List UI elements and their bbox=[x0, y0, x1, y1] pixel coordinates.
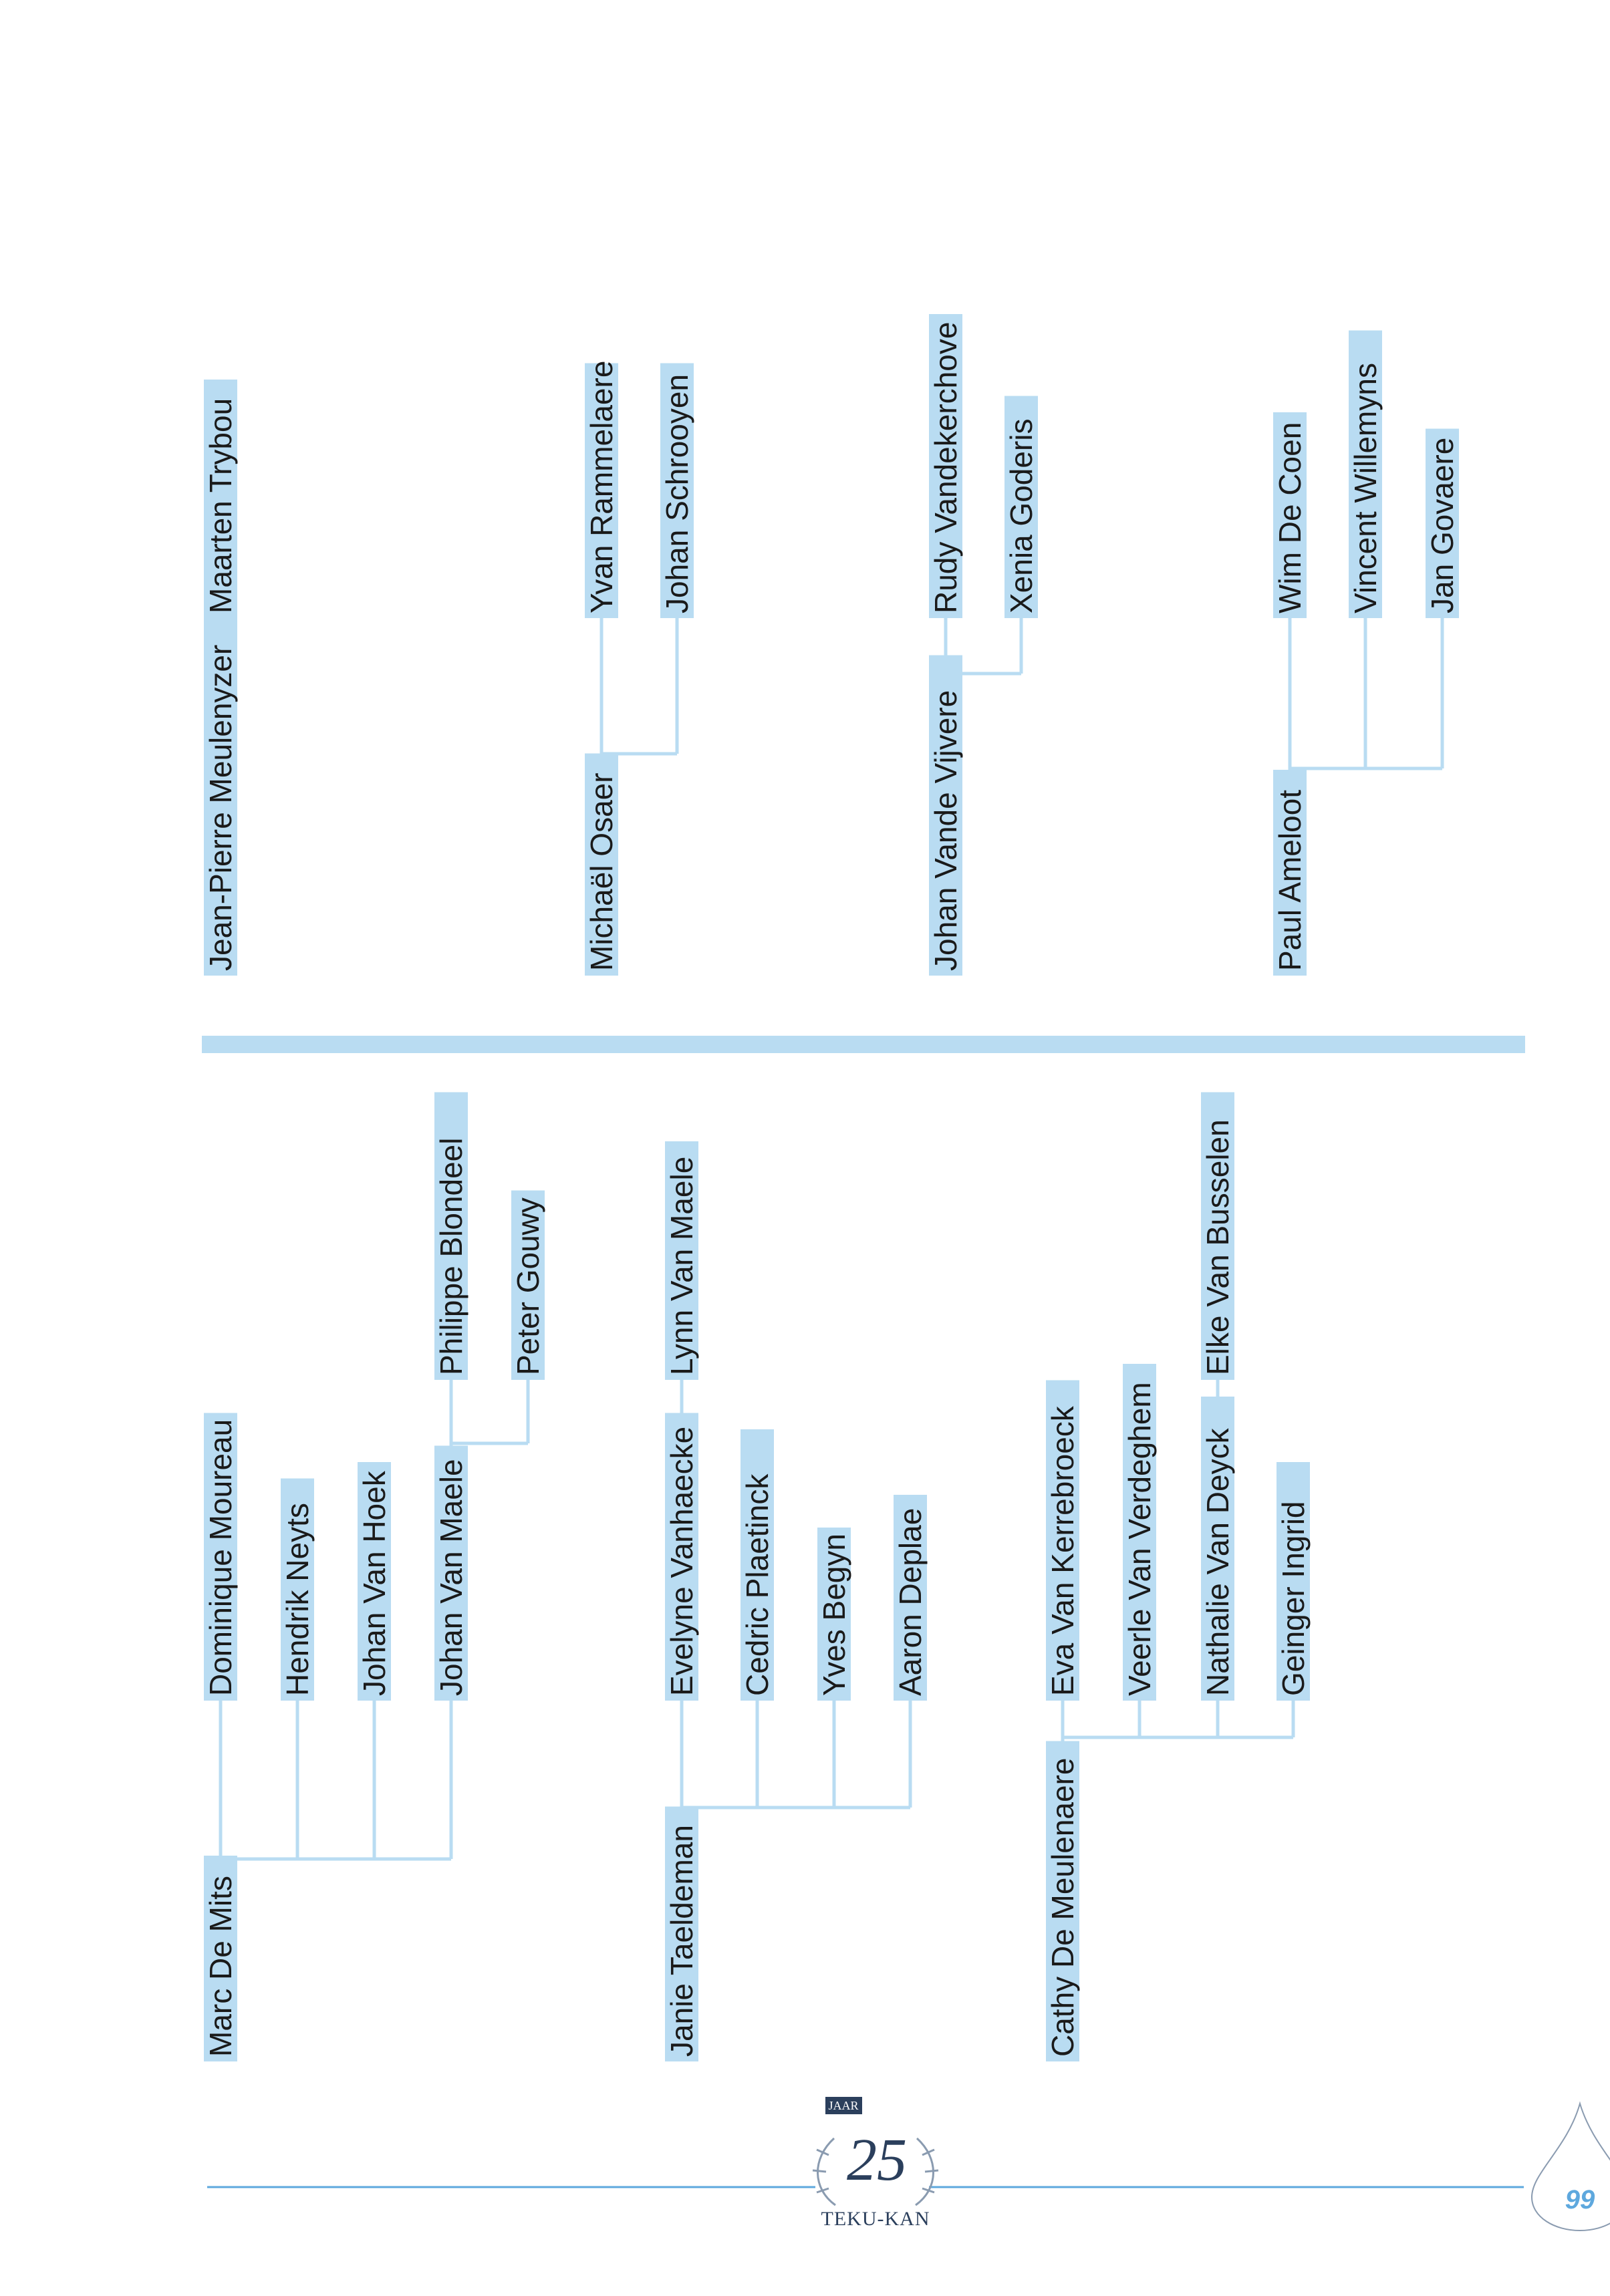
member-label-osaer-0 bbox=[584, 361, 619, 618]
sub-label-meulenaere-0 bbox=[1200, 1093, 1235, 1381]
member-label-meulenaere-2 bbox=[1200, 1397, 1235, 1701]
member-label-taeldeman-3 bbox=[893, 1495, 928, 1701]
root-label-ameloot-text: Paul Ameloot bbox=[1272, 789, 1307, 971]
member-label-ameloot-1-text: Vincent Willemyns bbox=[1348, 363, 1383, 613]
member-label-meulenyzer-0-text: Maarten Trybou bbox=[203, 398, 238, 613]
laurel-right-icon bbox=[916, 2138, 938, 2205]
member-label-vijvere-0-text: Rudy Vandekerchove bbox=[928, 321, 963, 613]
root-label-taeldeman bbox=[664, 1807, 699, 2062]
sub-label-mits-1-text: Peter Gouwy bbox=[511, 1197, 545, 1375]
member-label-meulenaere-2-text: Nathalie Van Deyck bbox=[1200, 1428, 1235, 1696]
member-label-mits-2-text: Johan Van Hoek bbox=[357, 1471, 392, 1696]
member-label-taeldeman-3-text: Aaron Deplae bbox=[893, 1508, 928, 1696]
member-label-ameloot-1 bbox=[1348, 331, 1383, 619]
root-label-osaer bbox=[584, 754, 619, 976]
member-label-mits-0-text: Dominique Moureau bbox=[203, 1419, 238, 1696]
member-label-meulenyzer-0 bbox=[203, 380, 238, 618]
member-label-ameloot-0 bbox=[1272, 412, 1307, 618]
sub-label-meulenaere-0-text: Elke Van Busselen bbox=[1200, 1119, 1235, 1375]
sub-label-mits-1 bbox=[511, 1191, 545, 1381]
root-label-vijvere bbox=[928, 656, 963, 976]
member-label-vijvere-0 bbox=[928, 314, 963, 618]
sub-label-taeldeman-0 bbox=[664, 1141, 699, 1380]
member-label-taeldeman-2 bbox=[817, 1528, 851, 1701]
root-label-meulenaere-text: Cathy De Meulenaere bbox=[1045, 1757, 1080, 2057]
root-label-meulenaere bbox=[1045, 1741, 1080, 2062]
laurel-left-icon bbox=[813, 2138, 835, 2205]
member-label-vijvere-1-text: Xenia Goderis bbox=[1004, 418, 1039, 613]
member-label-meulenaere-0 bbox=[1045, 1381, 1080, 1701]
member-label-taeldeman-1 bbox=[740, 1429, 775, 1701]
member-label-mits-1 bbox=[280, 1479, 315, 1701]
member-label-ameloot-0-text: Wim De Coen bbox=[1272, 422, 1307, 613]
section-divider bbox=[202, 1036, 1525, 1053]
page-number: 99 bbox=[1565, 2185, 1595, 2214]
member-label-taeldeman-1-text: Cedric Plaetinck bbox=[740, 1473, 775, 1696]
sub-label-mits-0-text: Philippe Blondeel bbox=[434, 1137, 468, 1375]
member-label-osaer-1-text: Johan Schrooyen bbox=[660, 374, 694, 613]
member-label-meulenaere-3-text: Geinger Ingrid bbox=[1276, 1501, 1311, 1696]
member-label-meulenaere-3 bbox=[1276, 1462, 1311, 1701]
root-label-ameloot bbox=[1272, 770, 1307, 976]
root-label-mits-text: Marc De Mits bbox=[203, 1876, 238, 2057]
member-label-mits-2 bbox=[357, 1462, 392, 1701]
anniversary-logo bbox=[813, 2097, 938, 2230]
member-label-ameloot-2-text: Jan Govaere bbox=[1425, 437, 1460, 613]
member-label-mits-3 bbox=[434, 1446, 468, 1701]
member-label-mits-1-text: Hendrik Neyts bbox=[280, 1503, 315, 1696]
member-label-ameloot-2 bbox=[1425, 429, 1460, 619]
member-label-mits-3-text: Johan Van Maele bbox=[434, 1459, 468, 1696]
name-labels bbox=[203, 314, 1460, 2061]
logo-name: TEKU-KAN bbox=[821, 2208, 930, 2230]
root-label-osaer-text: Michaël Osaer bbox=[584, 772, 619, 971]
root-label-meulenyzer bbox=[203, 606, 238, 976]
member-label-osaer-0-text: Yvan Rammelaere bbox=[584, 360, 619, 613]
member-label-taeldeman-0 bbox=[664, 1413, 699, 1701]
member-label-vijvere-1 bbox=[1004, 396, 1039, 619]
logo-jaar-text: JAAR bbox=[828, 2099, 859, 2112]
member-label-taeldeman-2-text: Yves Begyn bbox=[817, 1534, 851, 1696]
member-label-mits-0 bbox=[203, 1413, 238, 1701]
member-label-taeldeman-0-text: Evelyne Vanhaecke bbox=[664, 1426, 699, 1696]
member-label-osaer-1 bbox=[660, 364, 694, 619]
logo-number: 25 bbox=[847, 2127, 907, 2193]
page-number-badge bbox=[1532, 2104, 1610, 2231]
root-label-taeldeman-text: Janie Taeldeman bbox=[664, 1825, 699, 2057]
member-label-meulenaere-0-text: Eva Van Kerrebroeck bbox=[1045, 1406, 1080, 1696]
member-label-meulenaere-1 bbox=[1122, 1364, 1157, 1701]
root-label-mits bbox=[203, 1856, 238, 2061]
root-label-meulenyzer-text: Jean-Pierre Meulenyzer bbox=[203, 644, 238, 971]
member-label-meulenaere-1-text: Veerle Van Verdeghem bbox=[1122, 1382, 1157, 1696]
sub-label-taeldeman-0-text: Lynn Van Maele bbox=[664, 1156, 699, 1375]
sub-label-mits-0 bbox=[434, 1093, 468, 1381]
root-label-vijvere-text: Johan Vande Vijvere bbox=[928, 690, 963, 971]
